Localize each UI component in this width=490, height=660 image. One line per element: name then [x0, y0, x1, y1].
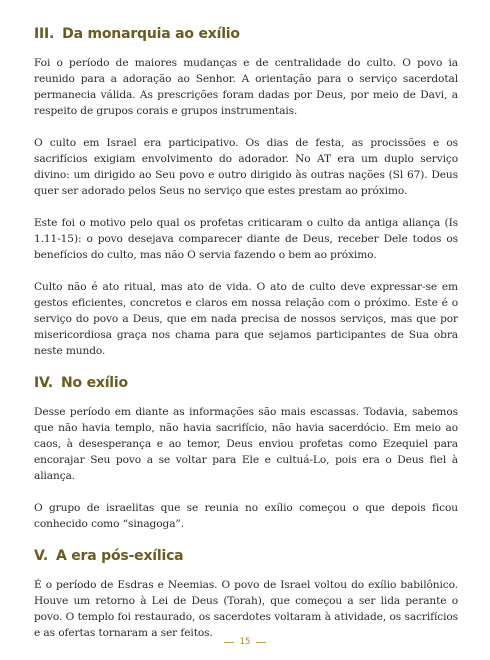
section-pos-exilica	[34, 548, 458, 641]
footer-dash-right	[256, 642, 266, 643]
section-heading	[34, 26, 458, 42]
paragraph: Foi o período de maiores mudanças e de centralidade do culto. O povo ia reunido para a adoração ao Senhor. A orientação para o serviço sacerdotal permanecia válida. As prescrições foram dadas por Deus, por meio de Davi, a respeito de grupos corais e grupos instrumentais.	[34, 57, 458, 117]
section-title: A era pós-exílica	[55, 548, 184, 564]
paragraph: O grupo de israelitas que se reunia no exílio começou o que depois ficou conhecido como “sinagoga”.	[34, 502, 458, 530]
section-heading	[34, 375, 458, 391]
paragraph: É o período de Esdras e Neemias. O povo de Israel voltou do exílio babilônico. Houve um retorno à Lei de Deus (Torah), que começou a ser lida perante o povo. O templo foi restaurado, os sacerdotes voltaram à atividade, os sacrifícios e as ofertas tornaram a ser feitos.	[34, 579, 458, 639]
paragraph: Desse período em diante as informações são mais escassas. Todavia, sabemos que não havia templo, não havia sacrifício, não havia sacerdócio. Em meio ao caos, à desesperança e ao temor, Deus enviou profetas como Ezequiel para encorajar Seu povo a se voltar para Ele e cultuá-Lo, pois era o Deus fiel à aliança.	[34, 406, 458, 482]
footer-dash-left	[224, 642, 234, 643]
page-footer	[0, 637, 490, 647]
paragraph: Este foi o motivo pelo qual os profetas criticaram o culto da antiga aliança (Is 1.11-15): o povo desejava comparecer diante de Deus, receber Dele todos os benefícios do culto, mas não O servia fazendo o bem ao próximo.	[34, 217, 458, 261]
page-content	[34, 26, 458, 657]
paragraph: Culto não é ato ritual, mas ato de vida. O ato de culto deve expressar-se em gestos eficientes, concretos e claros em nossa relação com o próximo. Este é o serviço do povo a Deus, que em nada precisa de nossos serviços, mas que por misericordiosa graça nos chama para que sejamos participantes de Sua obra neste mundo.	[34, 281, 458, 357]
section-number: III.	[34, 26, 55, 42]
section-number: IV.	[34, 375, 53, 391]
section-number: V.	[34, 548, 48, 564]
section-title: No exílio	[60, 375, 128, 391]
page-number: 15	[239, 637, 251, 647]
section-heading	[34, 548, 458, 564]
paragraph: O culto em Israel era participativo. Os dias de festa, as procissões e os sacrifícios exigiam envolvimento do adorador. No AT era um duplo serviço divino: um dirigido ao Seu povo e outro dirigido às outras nações (Sl 67). Deus quer ser adorado pelos Seus no serviço que estes prestam ao próximo.	[34, 137, 458, 197]
section-exilio	[34, 375, 458, 532]
section-monarquia	[34, 26, 458, 359]
section-title: Da monarquia ao exílio	[62, 26, 240, 42]
